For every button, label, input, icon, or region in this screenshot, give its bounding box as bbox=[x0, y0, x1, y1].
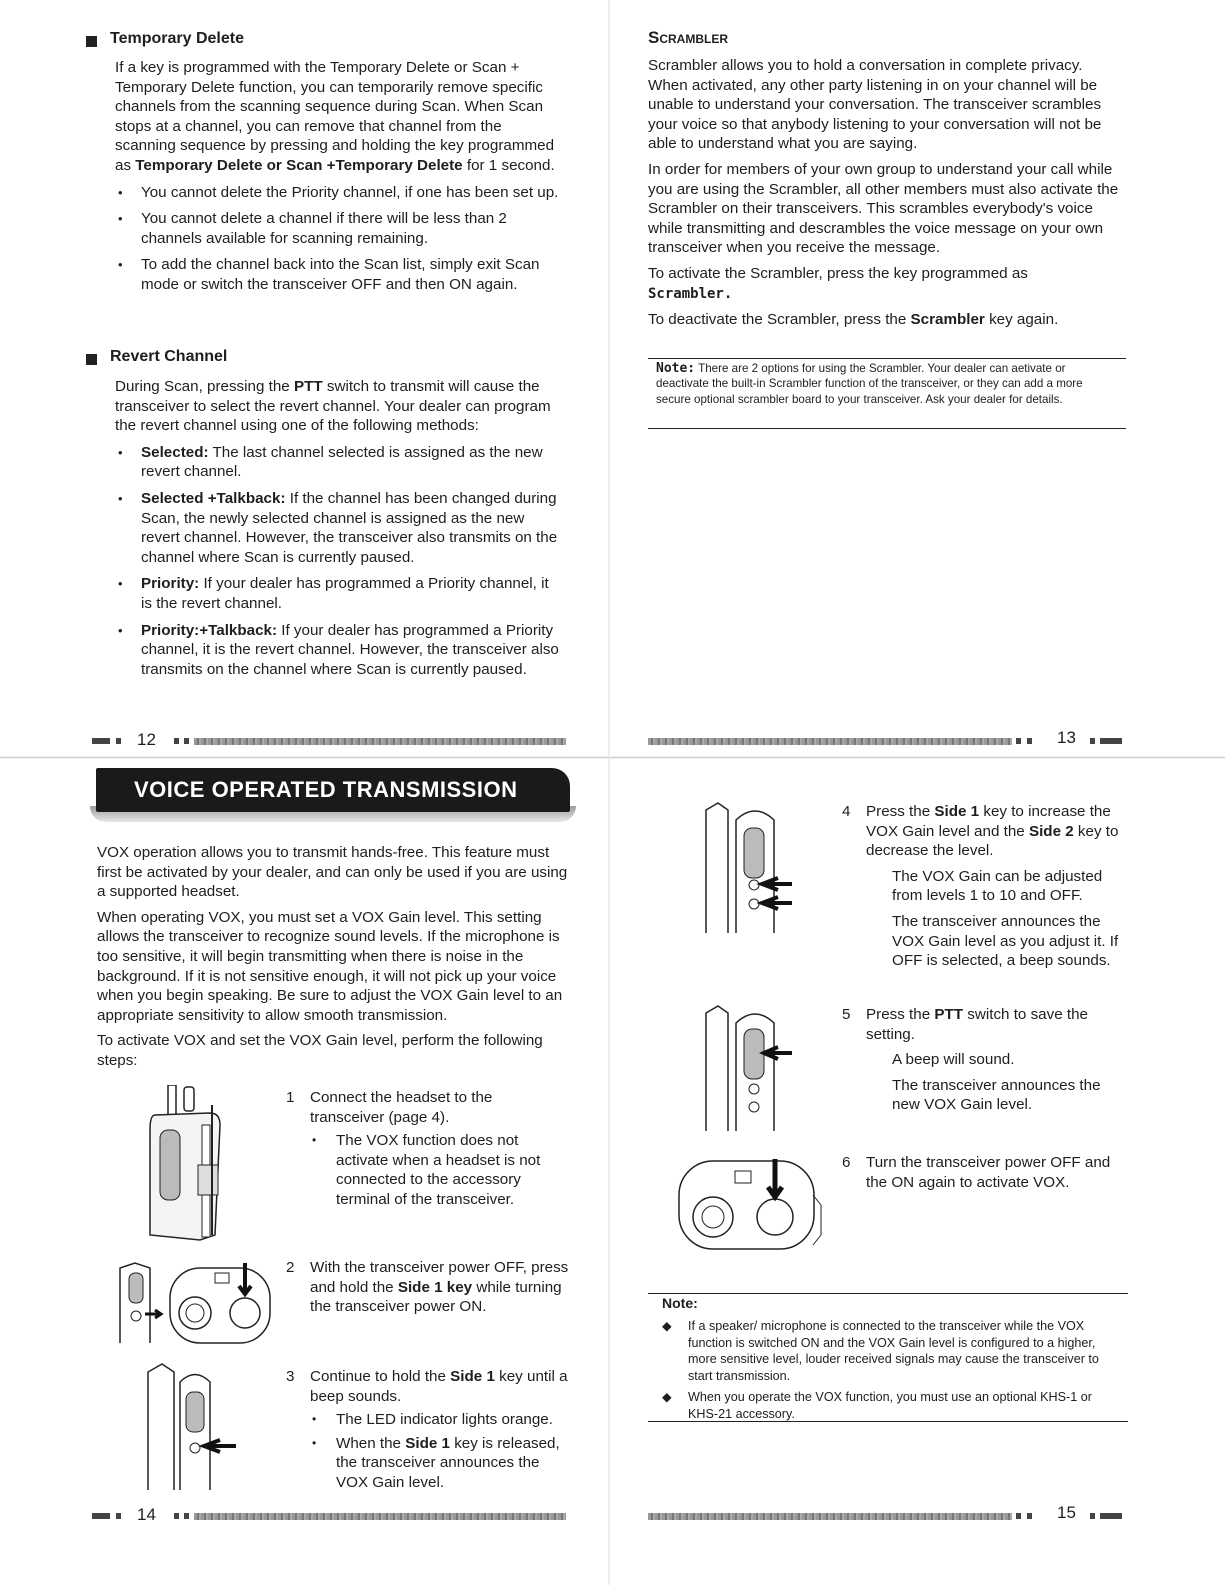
vox-intro bbox=[97, 843, 570, 1071]
footer-mark bbox=[174, 1513, 179, 1519]
radio-side-keys-illustration bbox=[700, 800, 800, 935]
list-item: ◆ When you operate the VOX function, you must use an optional KHS-1 or KHS-21 accessory. bbox=[662, 1390, 1092, 1421]
scrambler-para-1: Scrambler allows you to hold a conversation in complete privacy. When activated, any other party listening in on your channel will be unable to understand your conversation. The transceiver scrambles your voice so that anybody listening to your conversation will not be able to understand what you are saying. bbox=[648, 57, 1102, 153]
footer-mark bbox=[1016, 738, 1021, 744]
section-marker-icon bbox=[86, 36, 97, 47]
step-4: 4 Press the Side 1 key to increase the VOX Gain level and the Side 2 key to decrease the level. The VOX Gain can be adjusted from levels 1 to 10 and OFF. The transceiver announces the VOX Gain level as you adjust it. If OFF is selected, a beep sounds. bbox=[866, 802, 1121, 971]
step-1: 1 Connect the headset to the transceiver (page 4). • The VOX function does not activate when a headset is not connected to the accessory terminal of the transceiver. bbox=[310, 1088, 570, 1210]
step-2: 2 With the transceiver power OFF, press and hold the Side 1 key while turning the transceiver power ON. bbox=[286, 1259, 569, 1316]
footer-bar bbox=[194, 1513, 566, 1520]
scrambler-para-4: To deactivate the Scrambler, press the Scrambler key again. bbox=[648, 311, 1059, 329]
step-5: 5 Press the PTT switch to save the setting. A beep will sound. The transceiver announces the new VOX Gain level. bbox=[866, 1005, 1121, 1115]
step-5-detail-1: A beep will sound. bbox=[892, 1051, 1015, 1069]
scrambler-note: Note: There are 2 options for using the Scrambler. Your dealer can aetivate or deactivate the built-in Scrambler function of the transceiver, or they can add a more secure optional scrambler board to your transceiver. Ask your dealer for details. bbox=[656, 361, 1083, 406]
list-item: • Selected +Talkback: If the channel has been changed during Scan, the newly selected channel is assigned as the new revert channel. However, the transceiver also transmits on the channel where Scan is currently paused. bbox=[115, 489, 560, 567]
section-marker-icon bbox=[86, 354, 97, 365]
scrambler-para-2: In order for members of your own group to understand your call while you are using the Scrambler, all other members must also activate the Scrambler on their transceivers. This scrambles everybody's voice while transmitting and descrambles the voice message on your own transceiver when you receive the message. bbox=[648, 160, 1119, 257]
list-item: • Priority: If your dealer has programmed a Priority channel, it is the revert channel. bbox=[115, 574, 560, 613]
footer-mark bbox=[184, 1513, 189, 1519]
page-number: 15 bbox=[1057, 1503, 1076, 1522]
list-item: • Selected: The last channel selected is assigned as the new revert channel. bbox=[115, 443, 560, 482]
note-label: Note: bbox=[662, 1295, 698, 1311]
diamond-bullet-icon: ◆ bbox=[662, 1390, 672, 1405]
list-item: • You cannot delete the Priority channel, if one has been set up. bbox=[115, 183, 560, 203]
footer-mark bbox=[1027, 1513, 1032, 1519]
page-number: 12 bbox=[137, 730, 156, 749]
footer-mark bbox=[92, 738, 110, 744]
note-rule-bottom bbox=[648, 428, 1126, 429]
page-gutter bbox=[608, 0, 610, 1585]
step-3: 3 Continue to hold the Side 1 key until a beep sounds. • The LED indicator lights orange. • When the Side 1 key is released, the transceiver announces the VOX Gain level. bbox=[310, 1367, 570, 1493]
footer-mark bbox=[184, 738, 189, 744]
vox-title-banner: VOICE OPERATED TRANSMISSION (VOX) bbox=[96, 768, 570, 812]
footer-mark bbox=[1016, 1513, 1021, 1519]
diamond-bullet-icon: ◆ bbox=[662, 1319, 672, 1333]
heading-revert-channel: Revert Channel bbox=[110, 348, 228, 365]
step-5-detail-2: The transceiver announces the new VOX Gain level. bbox=[892, 1076, 1101, 1114]
list-item: • The LED indicator lights orange. bbox=[310, 1410, 570, 1430]
footer-bar bbox=[648, 1513, 1012, 1520]
step-6: 6 Turn the transceiver power OFF and the ON again to activate VOX. bbox=[842, 1154, 1111, 1191]
step-4-detail-2: The transceiver announces the VOX Gain level as you adjust it. If OFF is selected, a beep sounds. bbox=[892, 912, 1119, 970]
heading-scrambler: Scrambler bbox=[648, 28, 728, 47]
list-item: • You cannot delete a channel if there will be less than 2 channels available for scanning remaining. bbox=[115, 209, 560, 248]
footer-bar bbox=[648, 738, 1012, 745]
revert-methods-list bbox=[115, 443, 560, 680]
list-item: • To add the channel back into the Scan list, simply exit Scan mode or switch the transceiver OFF and then ON again. bbox=[115, 255, 560, 294]
footer-mark bbox=[1090, 738, 1095, 744]
list-item: • Priority:+Talkback: If your dealer has programmed a Priority channel, it is the revert channel. However, the transceiver also transmits on the channel where Scan is currently paused. bbox=[115, 621, 560, 680]
footer-mark bbox=[174, 738, 179, 744]
scrambler-para-3: To activate the Scrambler, press the key programmed as Scrambler. bbox=[648, 264, 1028, 302]
list-item: ◆ If a speaker/ microphone is connected to the transceiver while the VOX function is switched ON and the VOX Gain level is configured to a higher, more sensitive level, louder received signals may cause the transceiver to start transmission. bbox=[662, 1319, 1099, 1383]
scrambler-body bbox=[648, 56, 1120, 330]
footer-bar bbox=[194, 738, 566, 745]
list-item: • When the Side 1 key is released, the transceiver announces the VOX Gain level. bbox=[310, 1434, 570, 1493]
footer-mark bbox=[116, 738, 121, 744]
vox-para-2: When operating VOX, you must set a VOX Gain level. This setting allows the transceiver to recognize sound levels. If the microphone is too sensitive, it will begin transmitting when there is noise in the background. If it is not sensitive enough, it will not pick up your voice when you begin speaking. Be sure to adjust the VOX Gain level to an appropriate sensitivity to allow smooth transmission. bbox=[97, 908, 563, 1024]
revert-channel-intro: During Scan, pressing the PTT switch to transmit will cause the transceiver to select the revert channel. Your dealer can program the revert channel using one of the following methods: bbox=[115, 378, 551, 435]
revert-channel-body bbox=[115, 377, 560, 679]
note-rule-top bbox=[648, 1293, 1128, 1294]
list-item: • The VOX function does not activate when a headset is not connected to the accessory terminal of the transceiver. bbox=[310, 1131, 570, 1209]
note-rule-top bbox=[648, 358, 1126, 359]
radio-power-on-illustration bbox=[115, 1258, 275, 1348]
page-number: 13 bbox=[1057, 728, 1076, 747]
footer-mark bbox=[1090, 1513, 1095, 1519]
vox-notes bbox=[662, 1318, 1102, 1423]
step-4-detail-1: The VOX Gain can be adjusted from levels 1 to 10 and OFF. bbox=[892, 867, 1103, 905]
footer-mark bbox=[1027, 738, 1032, 744]
footer-mark bbox=[116, 1513, 121, 1519]
page-number: 14 bbox=[137, 1505, 156, 1524]
footer-mark bbox=[1100, 1513, 1122, 1519]
radio-headset-illustration bbox=[140, 1085, 235, 1245]
radio-ptt-illustration bbox=[700, 1003, 800, 1133]
footer-mark bbox=[92, 1513, 110, 1519]
vox-para-3: To activate VOX and set the VOX Gain level, perform the following steps: bbox=[97, 1032, 543, 1069]
temporary-delete-body bbox=[115, 58, 560, 295]
radio-top-knob-illustration bbox=[675, 1155, 825, 1255]
radio-side1-key-illustration bbox=[140, 1362, 240, 1492]
footer-mark bbox=[1100, 738, 1122, 744]
note-rule-bottom bbox=[648, 1421, 1128, 1422]
spread-divider bbox=[0, 756, 1225, 759]
temporary-delete-list bbox=[115, 183, 560, 295]
heading-temporary-delete: Temporary Delete bbox=[110, 30, 244, 47]
vox-para-1: VOX operation allows you to transmit hands-free. This feature must first be activated by your dealer, and can only be used if you are using a supported headset. bbox=[97, 844, 568, 901]
temporary-delete-intro: If a key is programmed with the Temporary Delete or Scan + Temporary Delete function, you can temporarily remove specific channels from the scanning sequence during Scan. When Scan stops at a channel, you can remove that channel from the scanning sequence by pressing and holding the key programmed as Temporary Delete or Scan +Temporary Delete for 1 second. bbox=[115, 59, 555, 174]
